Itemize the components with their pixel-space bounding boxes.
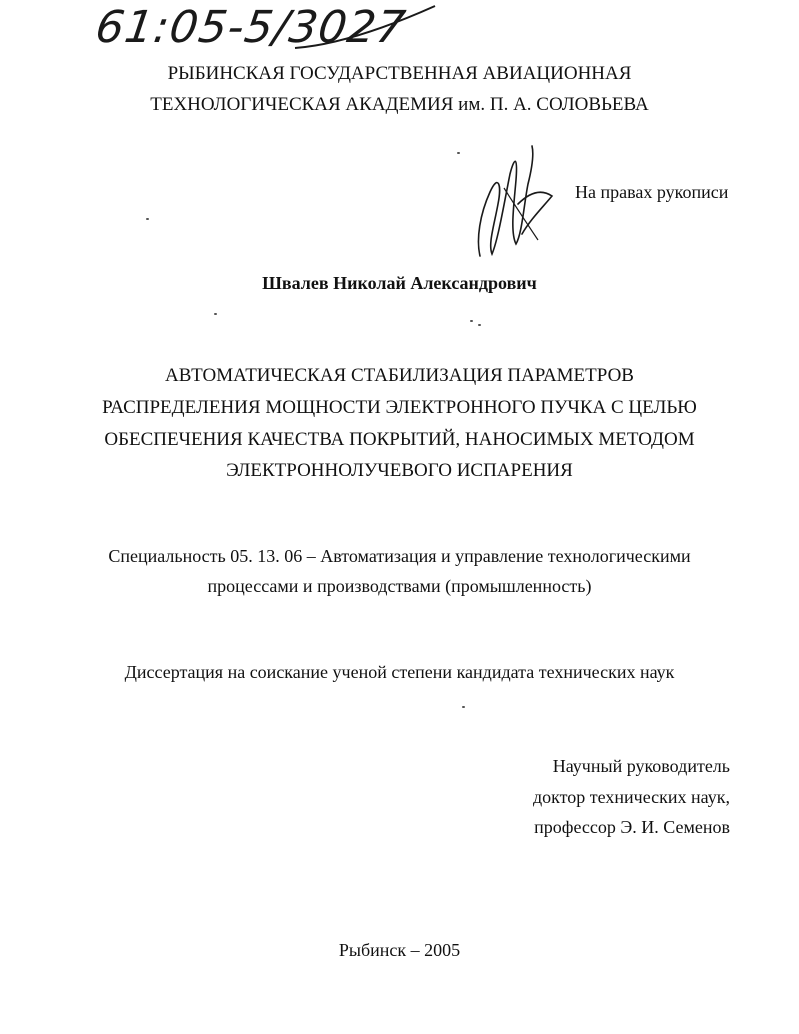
specialty-line-1: Специальность 05. 13. 06 – Автоматизация и управление технологическими <box>108 546 691 566</box>
author-name: Швалев Николай Александрович <box>262 273 537 293</box>
scan-speck <box>470 320 473 322</box>
thesis-title-line-3: ОБЕСПЕЧЕНИЯ КАЧЕСТВА ПОКРЫТИЙ, НАНОСИМЫХ МЕТОДОМ <box>104 429 695 450</box>
archive-number-handwritten: 61:05-5/3027 <box>92 2 410 53</box>
supervisor-degree: доктор технических наук, <box>533 787 730 807</box>
thesis-title-line-4: ЭЛЕКТРОННОЛУЧЕВОГО ИСПАРЕНИЯ <box>226 460 573 481</box>
scan-speck <box>146 218 149 220</box>
thesis-title-line-2: РАСПРЕДЕЛЕНИЯ МОЩНОСТИ ЭЛЕКТРОННОГО ПУЧКА С ЦЕЛЬЮ <box>102 397 697 418</box>
institution-line-2: ТЕХНОЛОГИЧЕСКАЯ АКАДЕМИЯ им. П. А. СОЛОВЬЕВА <box>150 94 649 115</box>
scan-speck <box>457 152 460 154</box>
specialty-line-2: процессами и производствами (промышленность) <box>207 576 592 596</box>
thesis-title-line-1: АВТОМАТИЧЕСКАЯ СТАБИЛИЗАЦИЯ ПАРАМЕТРОВ <box>165 365 634 386</box>
scan-speck <box>462 706 465 708</box>
scan-speck <box>214 313 217 315</box>
institution-line-1: РЫБИНСКАЯ ГОСУДАРСТВЕННАЯ АВИАЦИОННАЯ <box>167 63 632 84</box>
supervisor-role: Научный руководитель <box>552 756 730 776</box>
scan-speck <box>478 324 481 326</box>
handwritten-underline <box>290 4 440 52</box>
city-year: Рыбинск – 2005 <box>338 940 461 960</box>
signature <box>468 144 558 262</box>
manuscript-rights-note: На правах рукописи <box>575 182 729 202</box>
dissertation-statement: Диссертация на соискание ученой степени кандидата технических наук <box>124 662 675 682</box>
supervisor-name: профессор Э. И. Семенов <box>534 817 730 837</box>
